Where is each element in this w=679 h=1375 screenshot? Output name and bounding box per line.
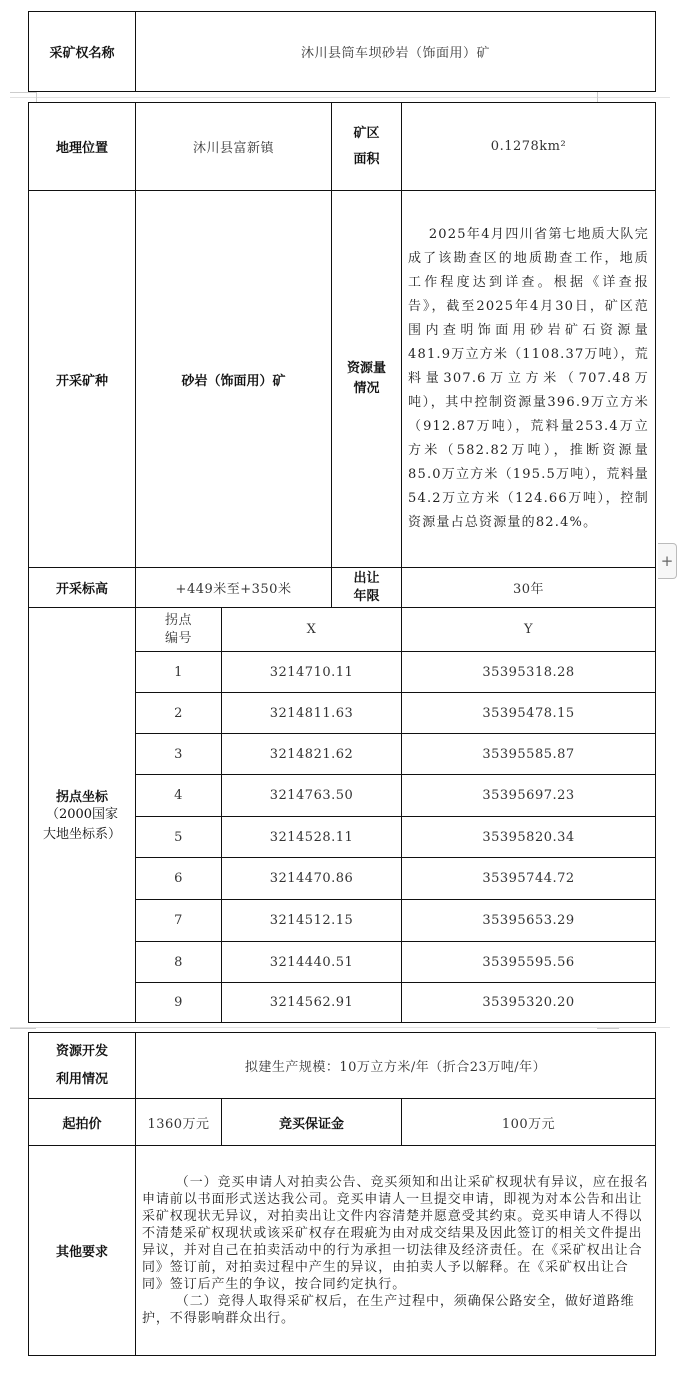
start-price-value: 1360万元 bbox=[136, 1099, 222, 1146]
coord-y: 35395744.72 bbox=[402, 858, 656, 900]
coord-no: 6 bbox=[136, 858, 222, 900]
auction-info-table bbox=[28, 1032, 656, 1356]
mining-info-table bbox=[28, 102, 656, 1023]
coord-no: 1 bbox=[136, 652, 222, 693]
coords-header-y: Y bbox=[402, 608, 656, 652]
coords-sublabel-line2: 大地坐标系） bbox=[42, 826, 121, 842]
area-value: 0.1278km² bbox=[402, 103, 656, 191]
coords-sublabel-line1: （2000国家 bbox=[45, 806, 119, 822]
term-label-line2: 年限 bbox=[353, 588, 380, 604]
development-label-line1: 资源开发 bbox=[55, 1043, 108, 1059]
other-requirements-para1: （一）竞买申请人对拍卖公告、竞买须知和出让采矿权现状有异议，应在报名申请前以书面形式送达我公司。竞买申请人一旦提交申请，即视为对本公告和出让采矿权现状无异议，对拍卖出让文件内容清楚并愿意受其约束。竞买申请人不得以不清楚采矿权现状或该采矿权存在瑕疵为由对成交结果及因此签订的相关文件提出异议，并对自己在拍卖活动中的行为承担一切法律及经济责任。在《采矿权出让合同》签订前，对拍卖过程中产生的异议，由拍卖人予以解释。在《采矿权出让合同》签订后产生的争议，按合同约定执行。 bbox=[142, 1175, 649, 1292]
mining-right-name-label: 采矿权名称 bbox=[29, 12, 136, 92]
resource-text bbox=[402, 191, 656, 568]
coord-y: 35395653.29 bbox=[402, 900, 656, 942]
coord-no: 2 bbox=[136, 693, 222, 734]
coord-x: 3214811.63 bbox=[222, 693, 402, 734]
area-label-line2: 面积 bbox=[353, 151, 380, 167]
coord-y: 35395585.87 bbox=[402, 734, 656, 775]
coord-x: 3214512.15 bbox=[222, 900, 402, 942]
development-label bbox=[29, 1033, 136, 1099]
development-value: 拟建生产规模：10万立方米/年（折合23万吨/年） bbox=[136, 1033, 656, 1099]
coord-y: 35395320.20 bbox=[402, 983, 656, 1023]
coord-y: 35395820.34 bbox=[402, 817, 656, 858]
coords-label bbox=[29, 608, 136, 1023]
deposit-label: 竞买保证金 bbox=[222, 1099, 402, 1146]
resource-label-line1: 资源量 bbox=[347, 361, 387, 376]
other-requirements-para2: （二）竞得人取得采矿权后，在生产过程中，须确保公路安全，做好道路维护，不得影响群众出行。 bbox=[142, 1294, 635, 1326]
term-value: 30年 bbox=[402, 568, 656, 608]
location-label: 地理位置 bbox=[29, 103, 136, 191]
resource-label bbox=[332, 191, 402, 568]
coord-x: 3214763.50 bbox=[222, 775, 402, 817]
elevation-value: +449米至+350米 bbox=[136, 568, 332, 608]
mineral-value: 砂岩（饰面用）矿 bbox=[136, 191, 332, 568]
term-label bbox=[332, 568, 402, 608]
add-button[interactable]: + bbox=[658, 543, 677, 579]
coords-header-no-line1: 拐点 bbox=[164, 612, 192, 628]
coord-y: 35395595.56 bbox=[402, 942, 656, 983]
coord-x: 3214710.11 bbox=[222, 652, 402, 693]
resource-label-line2: 情况 bbox=[353, 381, 380, 396]
area-label-line1: 矿区 bbox=[353, 125, 380, 141]
coord-y: 35395478.15 bbox=[402, 693, 656, 734]
area-label bbox=[332, 103, 402, 191]
coord-no: 4 bbox=[136, 775, 222, 817]
coord-x: 3214440.51 bbox=[222, 942, 402, 983]
coord-no: 3 bbox=[136, 734, 222, 775]
mining-right-name-value: 沐川县筒车坝砂岩（饰面用）矿 bbox=[136, 12, 656, 92]
development-label-line2: 利用情况 bbox=[55, 1071, 108, 1087]
coord-no: 9 bbox=[136, 983, 222, 1023]
coord-x: 3214528.11 bbox=[222, 817, 402, 858]
location-value: 沐川县富新镇 bbox=[136, 103, 332, 191]
coord-x: 3214562.91 bbox=[222, 983, 402, 1023]
other-requirements-text bbox=[136, 1146, 656, 1356]
deposit-value: 100万元 bbox=[402, 1099, 656, 1146]
coords-label-title: 拐点坐标 bbox=[55, 789, 108, 805]
mining-right-name-table bbox=[28, 11, 656, 92]
start-price-label: 起拍价 bbox=[29, 1099, 136, 1146]
term-label-line1: 出让 bbox=[353, 570, 380, 586]
coord-y: 35395318.28 bbox=[402, 652, 656, 693]
mineral-label: 开采矿种 bbox=[29, 191, 136, 568]
other-requirements-label: 其他要求 bbox=[29, 1146, 136, 1356]
coords-header-no bbox=[136, 608, 222, 652]
resource-text-content: 2025年4月四川省第七地质大队完成了该勘查区的地质勘查工作，地质工作程度达到详查。根据《详查报告》，截至2025年4月30日，矿区范围内查明饰面用砂岩矿石资源量481.9万立方米（1108.37万吨），荒料量307.6万立方米（707.48万吨），其中控制资源量396.9万立方米（912.87万吨），荒料量253.4万立方米（582.82万吨），推断资源量85.0万立方米（195.5万吨），荒料量54.2万立方米（124.66万吨），控制资源量占总资源量的82.4%。 bbox=[408, 227, 649, 530]
coords-header-no-line2: 编号 bbox=[164, 630, 192, 646]
coord-no: 7 bbox=[136, 900, 222, 942]
coord-no: 5 bbox=[136, 817, 222, 858]
coord-no: 8 bbox=[136, 942, 222, 983]
coord-x: 3214470.86 bbox=[222, 858, 402, 900]
coord-y: 35395697.23 bbox=[402, 775, 656, 817]
coord-x: 3214821.62 bbox=[222, 734, 402, 775]
coords-header-x: X bbox=[222, 608, 402, 652]
elevation-label: 开采标高 bbox=[29, 568, 136, 608]
